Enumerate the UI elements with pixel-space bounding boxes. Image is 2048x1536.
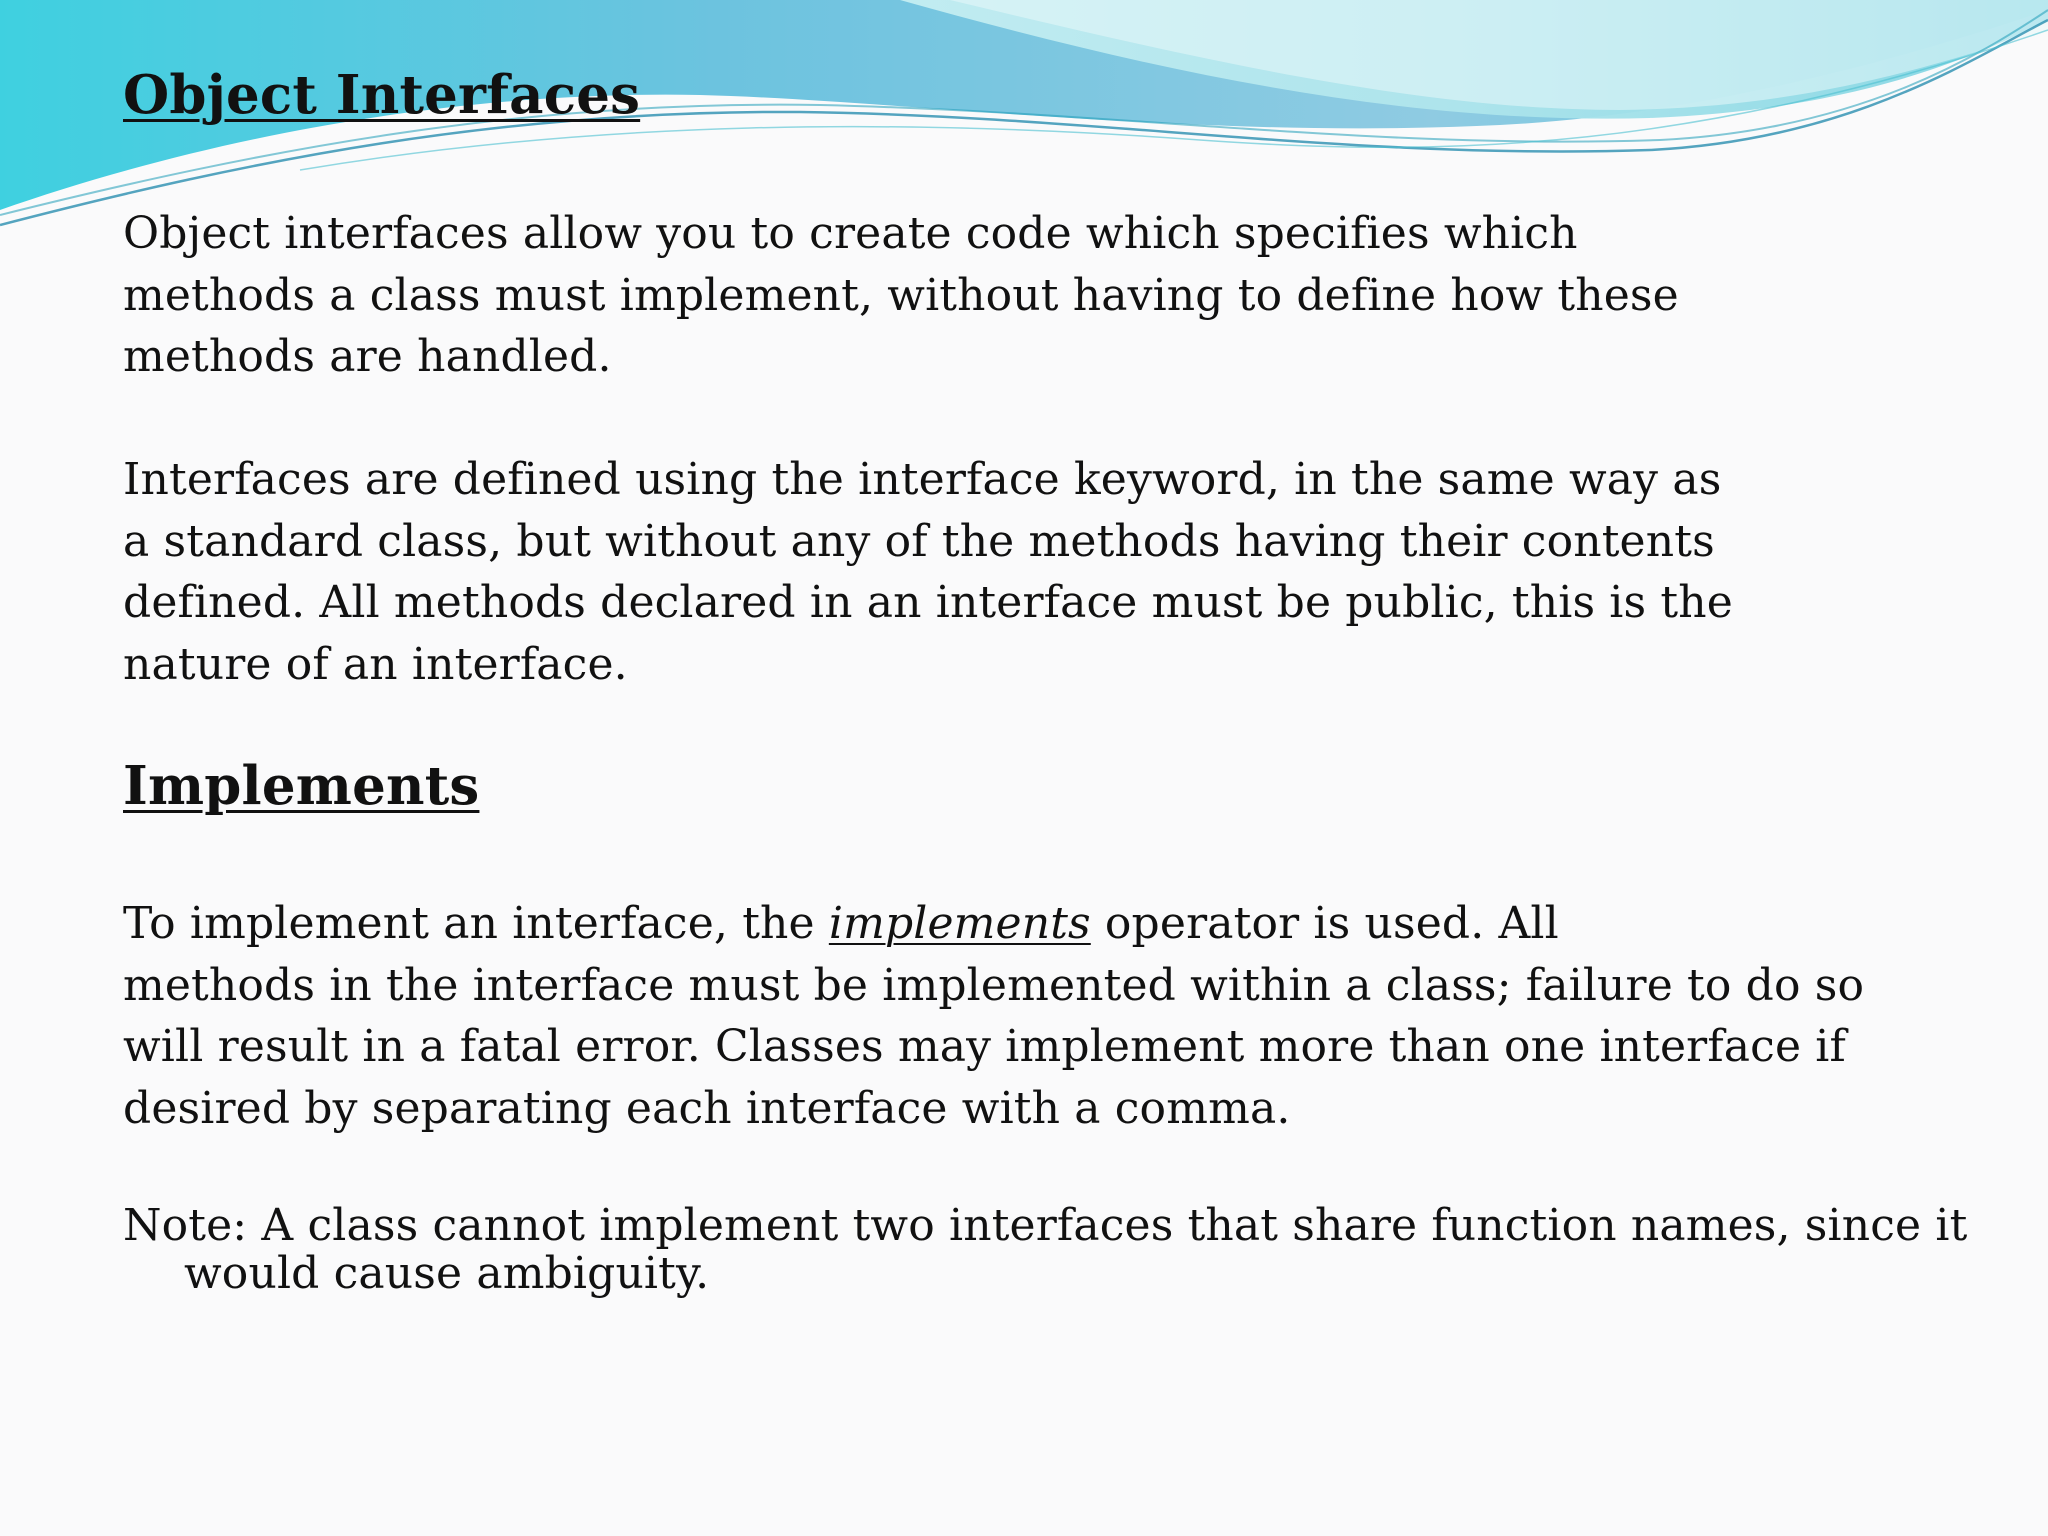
implements-keyword: implements	[828, 898, 1091, 949]
text-line: nature of an interface.	[123, 638, 628, 690]
paragraph-object-interfaces	[123, 203, 1679, 388]
text-line: desired by separating each interface with a comma.	[123, 1082, 1291, 1134]
text-line: a standard class, but without any of the methods having their contents	[123, 515, 1715, 567]
text-line: methods are handled.	[123, 331, 612, 382]
note-paragraph	[123, 1202, 1967, 1298]
text-line: will result in a fatal error. Classes may implement more than one interface if	[123, 1021, 1846, 1072]
text-segment: To implement an interface, the	[123, 898, 829, 949]
text-line: methods a class must implement, without having to define how these	[123, 269, 1679, 321]
heading-object-interfaces: Object Interfaces	[123, 64, 641, 126]
text-line: Interfaces are defined using the interface keyword, in the same way as	[123, 454, 1722, 505]
paragraph-interface-definition	[123, 449, 1733, 695]
text-segment: operator is used. All	[1090, 898, 1559, 949]
text-line	[123, 893, 1864, 955]
text-line: defined. All methods declared in an interface must be public, this is the	[123, 577, 1733, 628]
text-line: methods in the interface must be implemented within a class; failure to do so	[123, 959, 1865, 1011]
text-line: Object interfaces allow you to create code which specifies which	[123, 208, 1578, 259]
heading-implements: Implements	[123, 755, 480, 817]
paragraph-implements	[123, 893, 1864, 1139]
text-line: would cause ambiguity.	[184, 1248, 710, 1299]
text-line: Note: A class cannot implement two interfaces that share function names, since it	[123, 1200, 1968, 1251]
